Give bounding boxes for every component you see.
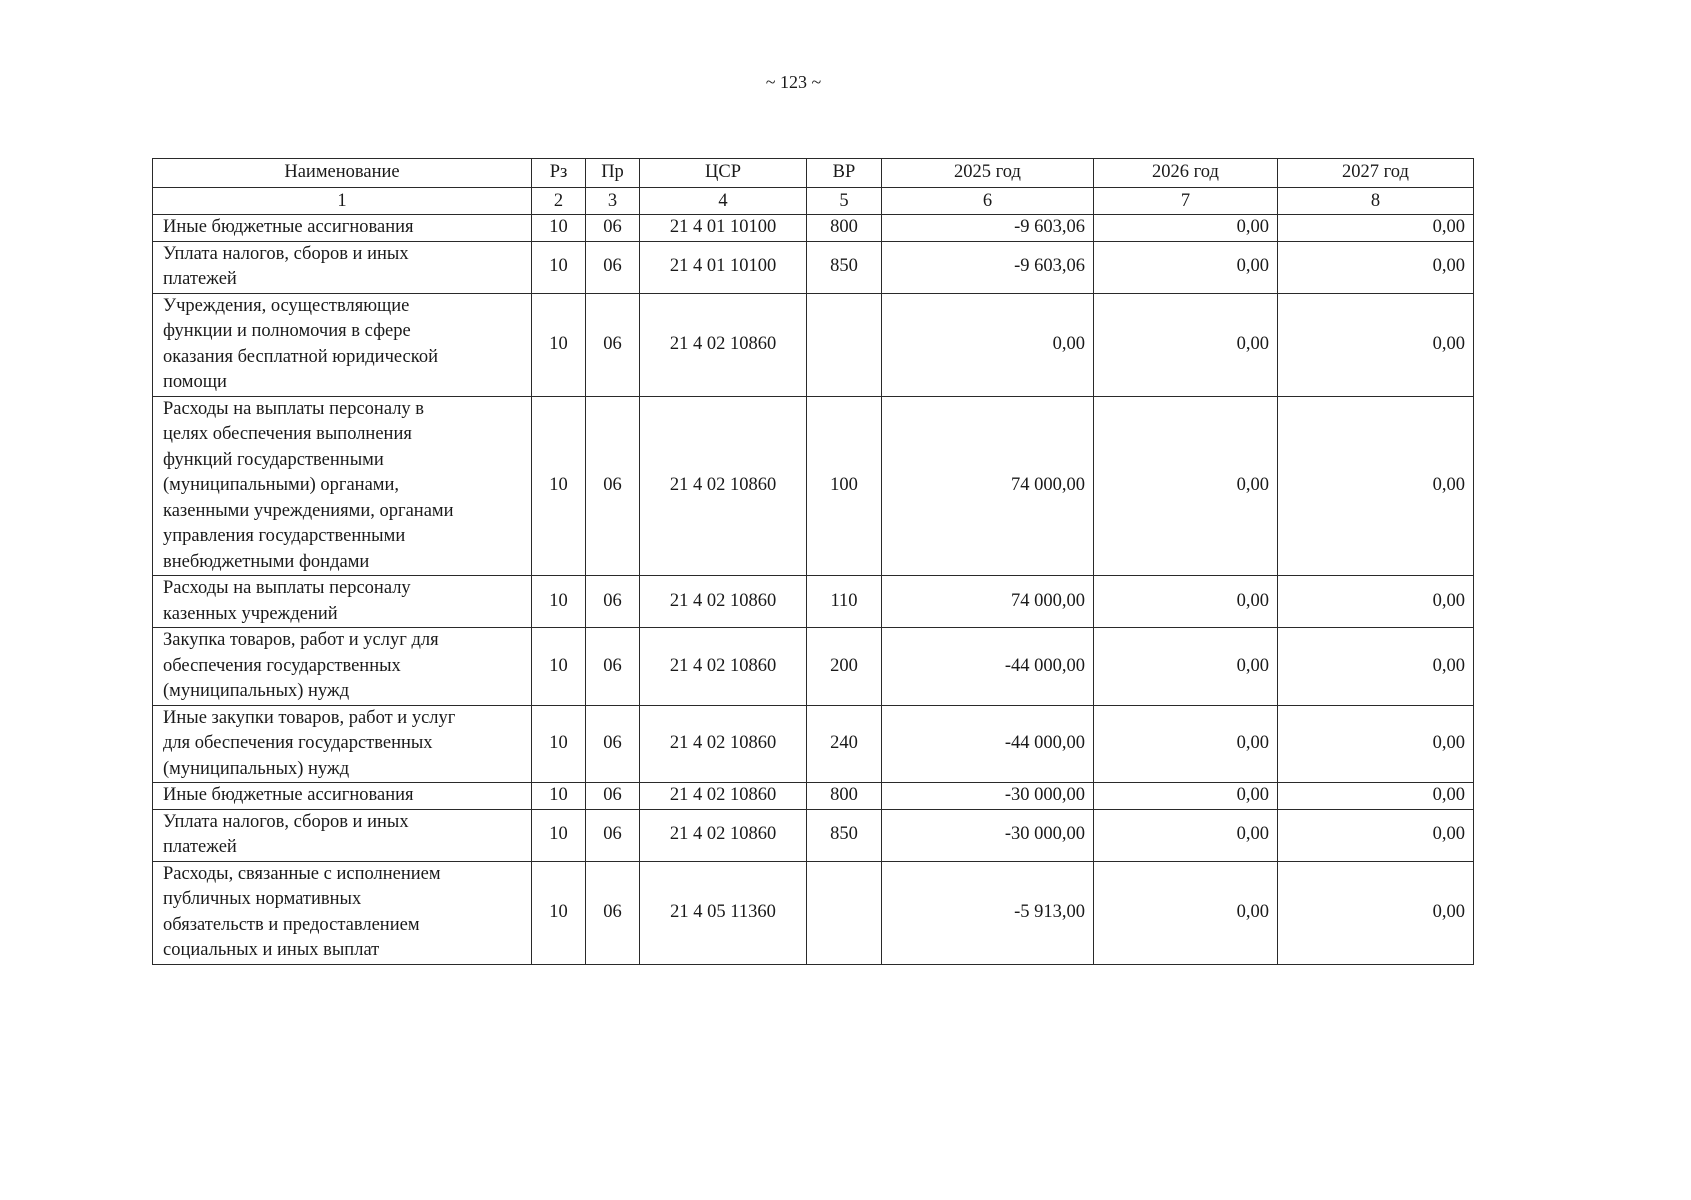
row-2027-value: 0,00 xyxy=(1278,628,1474,706)
row-vr-cell: 800 xyxy=(807,783,882,810)
row-vr-cell xyxy=(807,861,882,964)
row-rz-cell: 10 xyxy=(532,215,586,242)
row-name-line: казенных учреждений xyxy=(163,603,338,624)
row-2027-value: 0,00 xyxy=(1278,809,1474,861)
row-name-line: обеспечения государственных xyxy=(163,655,401,676)
row-2027-value: 0,00 xyxy=(1278,783,1474,810)
row-csr-cell: 21 4 05 11360 xyxy=(640,861,807,964)
row-name-cell xyxy=(153,861,532,964)
row-name-line: Уплата налогов, сборов и иных xyxy=(163,811,409,832)
row-csr-cell: 21 4 01 10100 xyxy=(640,215,807,242)
row-name-line: функций государственными xyxy=(163,449,384,470)
row-2027-value: 0,00 xyxy=(1278,576,1474,628)
column-number-row xyxy=(153,188,1474,215)
row-rz-cell: 10 xyxy=(532,396,586,576)
row-2026-value: 0,00 xyxy=(1094,809,1278,861)
row-name-line: (муниципальными) органами, xyxy=(163,475,400,495)
row-name-line: для обеспечения государственных xyxy=(163,733,433,753)
row-csr-cell: 21 4 02 10860 xyxy=(640,783,807,810)
page-number: ~ 123 ~ xyxy=(765,72,822,92)
row-rz-cell: 10 xyxy=(532,241,586,293)
row-name-line: Иные бюджетные ассигнования xyxy=(163,785,414,805)
row-name-line: Расходы на выплаты персоналу xyxy=(163,578,411,598)
row-vr-cell: 110 xyxy=(807,576,882,628)
row-2027-value: 0,00 xyxy=(1278,215,1474,242)
row-rz-cell: 10 xyxy=(532,576,586,628)
row-name-line: казенными учреждениями, органами xyxy=(163,500,454,521)
row-pr-cell: 06 xyxy=(586,241,640,293)
row-name-cell xyxy=(153,809,532,861)
row-name-line: платежей xyxy=(163,837,237,857)
row-name-line: внебюджетными фондами xyxy=(163,551,370,572)
row-2025-value: -5 913,00 xyxy=(882,861,1094,964)
row-2027-value: 0,00 xyxy=(1278,396,1474,576)
header-name: Наименование xyxy=(153,159,532,188)
header-csr: ЦСР xyxy=(640,159,807,188)
row-vr-cell xyxy=(807,293,882,396)
row-name-cell xyxy=(153,293,532,396)
row-rz-cell: 10 xyxy=(532,705,586,783)
row-name-line: функции и полномочия в сфере xyxy=(163,321,411,341)
row-vr-cell: 850 xyxy=(807,809,882,861)
row-name-line: целях обеспечения выполнения xyxy=(163,424,412,444)
row-rz-cell: 10 xyxy=(532,861,586,964)
row-2025-value: -30 000,00 xyxy=(882,809,1094,861)
row-2026-value: 0,00 xyxy=(1094,861,1278,964)
row-name-line: Расходы на выплаты персоналу в xyxy=(163,398,425,419)
row-2026-value: 0,00 xyxy=(1094,293,1278,396)
column-number: 4 xyxy=(640,188,807,215)
row-pr-cell: 06 xyxy=(586,215,640,242)
header-rz: Рз xyxy=(532,159,586,188)
row-name-line: Закупка товаров, работ и услуг для xyxy=(163,630,439,650)
row-2026-value: 0,00 xyxy=(1094,396,1278,576)
row-name-line: (муниципальных) нужд xyxy=(163,758,350,779)
row-name-line: помощи xyxy=(163,372,227,392)
column-number: 6 xyxy=(882,188,1094,215)
row-csr-cell: 21 4 02 10860 xyxy=(640,809,807,861)
row-2026-value: 0,00 xyxy=(1094,215,1278,242)
row-rz-cell: 10 xyxy=(532,783,586,810)
row-name-line: Учреждения, осуществляющие xyxy=(163,295,410,316)
row-name-cell xyxy=(153,241,532,293)
row-2026-value: 0,00 xyxy=(1094,241,1278,293)
row-name-line: Расходы, связанные с исполнением xyxy=(163,863,441,884)
table-row xyxy=(153,783,1474,810)
row-2027-value: 0,00 xyxy=(1278,293,1474,396)
row-2025-value: 74 000,00 xyxy=(882,576,1094,628)
row-pr-cell: 06 xyxy=(586,576,640,628)
row-name-line: Иные бюджетные ассигнования xyxy=(163,217,414,237)
table-row xyxy=(153,705,1474,783)
row-2025-value: 0,00 xyxy=(882,293,1094,396)
column-number: 3 xyxy=(586,188,640,215)
row-2025-value: -30 000,00 xyxy=(882,783,1094,810)
row-pr-cell: 06 xyxy=(586,396,640,576)
row-name-cell xyxy=(153,628,532,706)
row-csr-cell: 21 4 02 10860 xyxy=(640,396,807,576)
header-pr: Пр xyxy=(586,159,640,188)
row-name-line: платежей xyxy=(163,269,237,289)
row-name-line: Уплата налогов, сборов и иных xyxy=(163,243,409,264)
row-pr-cell: 06 xyxy=(586,705,640,783)
row-vr-cell: 850 xyxy=(807,241,882,293)
budget-table xyxy=(152,158,1474,965)
row-pr-cell: 06 xyxy=(586,293,640,396)
row-name-cell xyxy=(153,705,532,783)
row-name-line: управления государственными xyxy=(163,526,406,546)
row-pr-cell: 06 xyxy=(586,783,640,810)
header-2026: 2026 год xyxy=(1094,159,1278,188)
row-csr-cell: 21 4 02 10860 xyxy=(640,293,807,396)
table-row xyxy=(153,809,1474,861)
column-number: 1 xyxy=(153,188,532,215)
table-header-row xyxy=(153,159,1474,188)
row-pr-cell: 06 xyxy=(586,628,640,706)
table-row xyxy=(153,215,1474,242)
row-2025-value: -44 000,00 xyxy=(882,628,1094,706)
row-rz-cell: 10 xyxy=(532,628,586,706)
row-2026-value: 0,00 xyxy=(1094,628,1278,706)
column-number: 8 xyxy=(1278,188,1474,215)
row-2025-value: -44 000,00 xyxy=(882,705,1094,783)
row-name-line: социальных и иных выплат xyxy=(163,940,380,960)
row-2027-value: 0,00 xyxy=(1278,241,1474,293)
row-vr-cell: 100 xyxy=(807,396,882,576)
row-name-line: обязательств и предоставлением xyxy=(163,914,420,935)
row-name-line: оказания бесплатной юридической xyxy=(163,346,438,367)
row-name-cell xyxy=(153,396,532,576)
row-2025-value: -9 603,06 xyxy=(882,241,1094,293)
row-pr-cell: 06 xyxy=(586,809,640,861)
row-csr-cell: 21 4 02 10860 xyxy=(640,576,807,628)
row-2027-value: 0,00 xyxy=(1278,705,1474,783)
row-vr-cell: 800 xyxy=(807,215,882,242)
row-pr-cell: 06 xyxy=(586,861,640,964)
table-row xyxy=(153,293,1474,396)
row-2025-value: -9 603,06 xyxy=(882,215,1094,242)
row-csr-cell: 21 4 01 10100 xyxy=(640,241,807,293)
row-name-line: публичных нормативных xyxy=(163,889,362,909)
column-number: 5 xyxy=(807,188,882,215)
row-vr-cell: 200 xyxy=(807,628,882,706)
row-2026-value: 0,00 xyxy=(1094,705,1278,783)
table-row xyxy=(153,861,1474,964)
row-name-line: (муниципальных) нужд xyxy=(163,681,350,701)
row-2026-value: 0,00 xyxy=(1094,576,1278,628)
row-name-cell xyxy=(153,215,532,242)
header-vr: ВР xyxy=(807,159,882,188)
row-name-line: Иные закупки товаров, работ и услуг xyxy=(163,707,456,728)
row-vr-cell: 240 xyxy=(807,705,882,783)
row-csr-cell: 21 4 02 10860 xyxy=(640,628,807,706)
row-name-cell xyxy=(153,783,532,810)
row-2027-value: 0,00 xyxy=(1278,861,1474,964)
table-row xyxy=(153,241,1474,293)
table-row xyxy=(153,396,1474,576)
table-row xyxy=(153,576,1474,628)
row-2026-value: 0,00 xyxy=(1094,783,1278,810)
row-rz-cell: 10 xyxy=(532,293,586,396)
row-rz-cell: 10 xyxy=(532,809,586,861)
table-row xyxy=(153,628,1474,706)
column-number: 2 xyxy=(532,188,586,215)
header-2027: 2027 год xyxy=(1278,159,1474,188)
row-2025-value: 74 000,00 xyxy=(882,396,1094,576)
header-2025: 2025 год xyxy=(882,159,1094,188)
column-number: 7 xyxy=(1094,188,1278,215)
row-csr-cell: 21 4 02 10860 xyxy=(640,705,807,783)
row-name-cell xyxy=(153,576,532,628)
